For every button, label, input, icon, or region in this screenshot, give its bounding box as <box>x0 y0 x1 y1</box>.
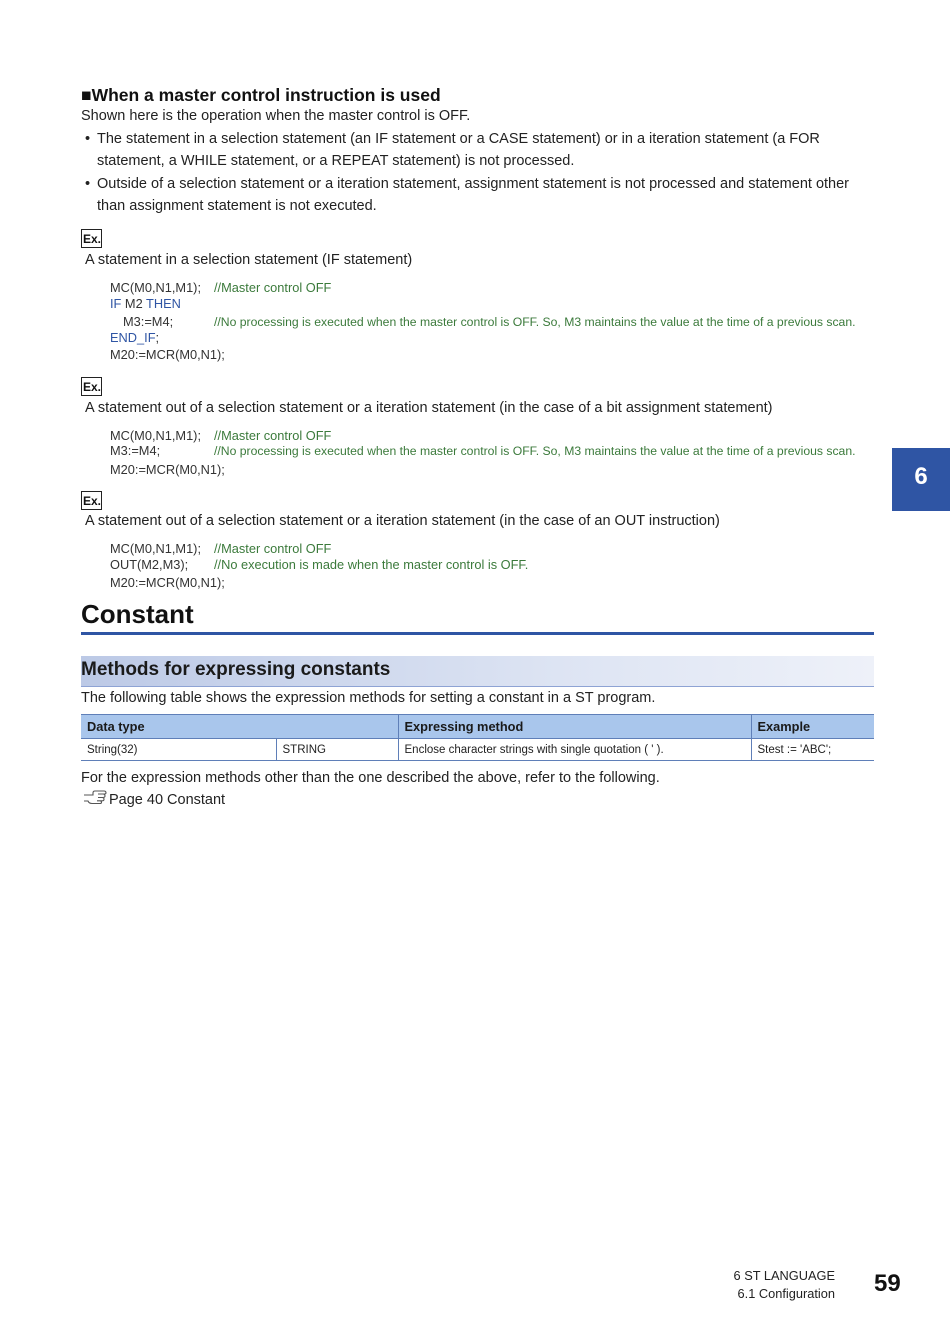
constant-intro: The following table shows the expression methods for setting a constant in a ST program. <box>81 690 656 706</box>
code-comment: //No execution is made when the master control is OFF. <box>214 557 529 572</box>
reference-link[interactable]: Page 40 Constant <box>109 792 226 808</box>
section-intro: Shown here is the operation when the master control is OFF. <box>81 108 471 124</box>
code-line: M20:=MCR(M0,N1); <box>110 347 225 362</box>
col-header-expressing-method: Expressing method <box>398 715 751 739</box>
subheading-methods: Methods for expressing constants <box>81 659 391 680</box>
code-text: M2 <box>121 296 147 311</box>
code-line: M3:=M4; <box>110 443 161 458</box>
code-text: ; <box>155 330 160 345</box>
code-line: MC(M0,N1,M1); <box>110 280 202 295</box>
table-row <box>81 739 874 761</box>
code-line: M20:=MCR(M0,N1); <box>110 462 225 477</box>
example-caption: A statement out of a selection statement or a iteration statement (in the case of a bit assignment statement) <box>85 400 773 416</box>
col-header-data-type: Data type <box>81 715 398 739</box>
bullet-item <box>85 173 875 217</box>
code-line <box>110 330 159 345</box>
code-line <box>110 296 181 311</box>
constants-table <box>81 714 874 761</box>
footer-chapter: 6 ST LANGUAGE <box>733 1268 835 1283</box>
code-line: M3:=M4; <box>123 314 174 329</box>
col-header-example: Example <box>751 715 874 739</box>
table-header-row <box>81 715 874 739</box>
code-line: MC(M0,N1,M1); <box>110 428 202 443</box>
code-keyword: END_IF <box>110 330 156 345</box>
chapter-tab: 6 <box>892 448 950 511</box>
example-badge: Ex. <box>81 491 102 510</box>
bullet-dot: • <box>85 131 91 147</box>
example-caption: A statement in a selection statement (IF statement) <box>85 252 413 268</box>
table-cell: String(32) <box>81 739 276 761</box>
table-cell: Stest := 'ABC'; <box>751 739 874 761</box>
bullet-dot: • <box>85 176 91 192</box>
page-number: 59 <box>874 1270 901 1297</box>
section-heading-master-control: ■When a master control instruction is used <box>81 85 441 105</box>
pointing-hand-icon <box>83 789 107 810</box>
code-keyword: IF <box>110 296 122 311</box>
example-badge: Ex. <box>81 229 102 248</box>
table-cell: STRING <box>276 739 398 761</box>
footer-section: 6.1 Configuration <box>737 1286 835 1301</box>
reference-note: For the expression methods other than the one described the above, refer to the following. <box>81 770 660 786</box>
example-badge: Ex. <box>81 377 102 396</box>
page-title-constant: Constant <box>81 599 194 629</box>
example-caption: A statement out of a selection statement or a iteration statement (in the case of an OUT instruction) <box>85 513 720 529</box>
code-line: M20:=MCR(M0,N1); <box>110 575 225 590</box>
code-comment: //No processing is executed when the master control is OFF. So, M3 maintains the value at the time of a previous scan. <box>214 444 856 458</box>
bullet-item <box>85 128 875 172</box>
code-keyword: THEN <box>146 296 181 311</box>
code-comment: //Master control OFF <box>214 280 332 295</box>
bullet-text: The statement in a selection statement (an IF statement or a CASE statement) or in a iteration statement (a FOR statement, a WHILE statement, or a REPEAT statement) is not processed. <box>97 131 820 169</box>
bullet-text: Outside of a selection statement or a iteration statement, assignment statement is not processed and statement other than assignment statement is not executed. <box>97 176 849 214</box>
table-cell: Enclose character strings with single quotation ( ' ). <box>398 739 751 761</box>
code-comment: //No processing is executed when the master control is OFF. So, M3 maintains the value at the time of a previous scan. <box>214 315 856 329</box>
code-line: OUT(M2,M3); <box>110 557 189 572</box>
code-comment: //Master control OFF <box>214 428 332 443</box>
heading-rule <box>81 632 874 635</box>
code-comment: //Master control OFF <box>214 541 332 556</box>
code-line: MC(M0,N1,M1); <box>110 541 202 556</box>
